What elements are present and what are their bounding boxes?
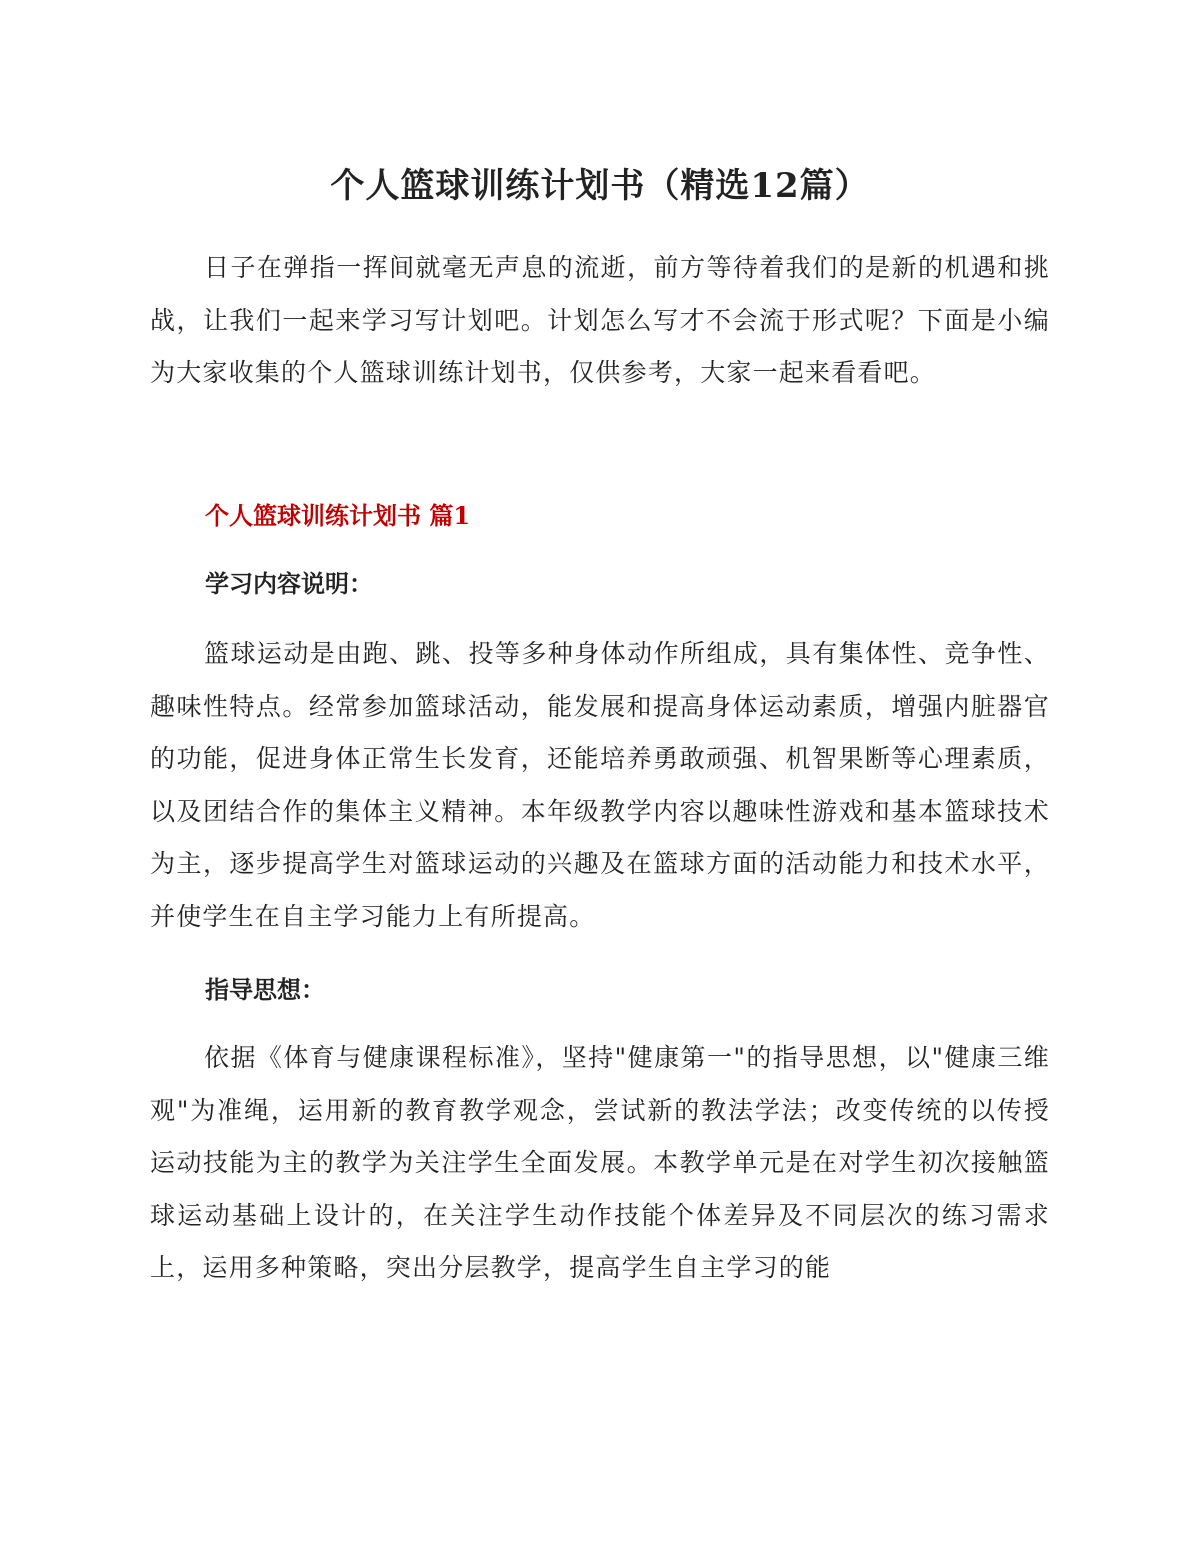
subsection-body-guiding: 依据《体育与健康课程标准》，坚持"健康第一"的指导思想，以"健康三维观"为准绳，运用新的教育教学观念，尝试新的教法学法；改变传统的以传授运动技能为主的教学为关注学生全面发展。本教学单元是在对学生初次接触篮球运动基础上设计的，在关注学生动作技能个体差异及不同层次的练习需求上，运用多种策略，突出分层教学，提高学生自主学习的能 [150,1043,1050,1282]
document-title: 个人篮球训练计划书（精选12篇） [330,166,870,206]
subsection-body-content: 篮球运动是由跑、跳、投等多种身体动作所组成，具有集体性、竞争性、趣味性特点。经常参加篮球活动，能发展和提高身体运动素质，增强内脏器官的功能，促进身体正常生长发育，还能培养勇敢顽强、机智果断等心理素质，以及团结合作的集体主义精神。本年级教学内容以趣味性游戏和基本篮球技术为主，逐步提高学生对篮球运动的兴趣及在篮球方面的活动能力和技术水平，并使学生在自主学习能力上有所提高。 [150,639,1050,931]
section-title: 个人篮球训练计划书 篇1 [205,501,471,530]
intro-paragraph: 日子在弹指一挥间就毫无声息的流逝，前方等待着我们的是新的机遇和挑战，让我们一起来学习写计划吧。计划怎么写才不会流于形式呢？下面是小编为大家收集的个人篮球训练计划书，仅供参考，大家一起来看看吧。 [150,253,1050,387]
subsection-heading-guiding: 指导思想： [205,975,325,1004]
subsection-heading-content: 学习内容说明： [205,569,373,598]
